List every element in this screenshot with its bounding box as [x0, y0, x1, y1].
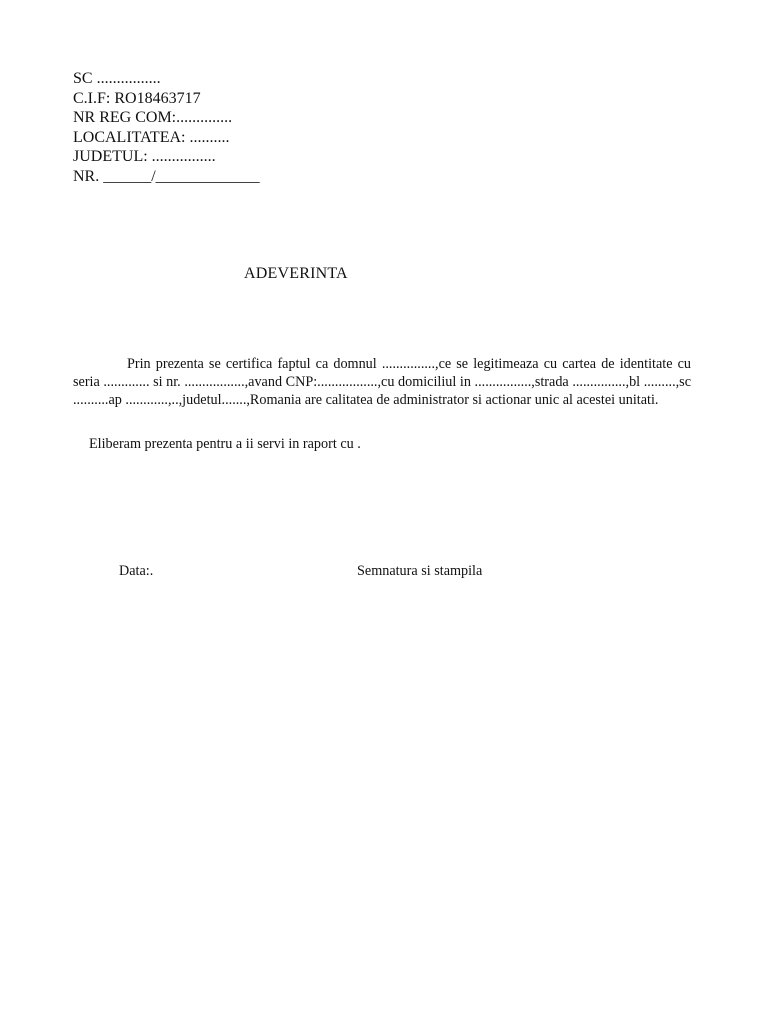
certificate-paragraph: Prin prezenta se certifica faptul ca domnul ...............,ce se legitimeaza cu cartea de identitate cu seria ............. si nr. .................,avand CNP:.................,cu domiciliul in ................,strada ...............,bl .........,sc ..........ap ............,..,judetul.......,Romania are calitatea de administrator si actionar unic al acestei unitati.	[73, 356, 691, 409]
document-title: ADEVERINTA	[244, 265, 348, 282]
certificate-body	[73, 355, 691, 410]
company-header	[73, 69, 260, 187]
document-number-line: NR. ______/_____________	[73, 167, 260, 185]
reg-com-line: NR REG COM:..............	[73, 109, 233, 127]
date-label: Data:.	[119, 563, 154, 579]
signature-stamp-label: Semnatura si stampila	[357, 563, 483, 579]
issue-purpose-line: Eliberam prezenta pentru a ii servi in raport cu .	[89, 436, 361, 452]
locality-line: LOCALITATEA: ..........	[73, 128, 230, 146]
cif-line: C.I.F: RO18463717	[73, 89, 201, 107]
company-name-line: SC ................	[73, 70, 161, 87]
county-line: JUDETUL: ................	[73, 148, 216, 166]
